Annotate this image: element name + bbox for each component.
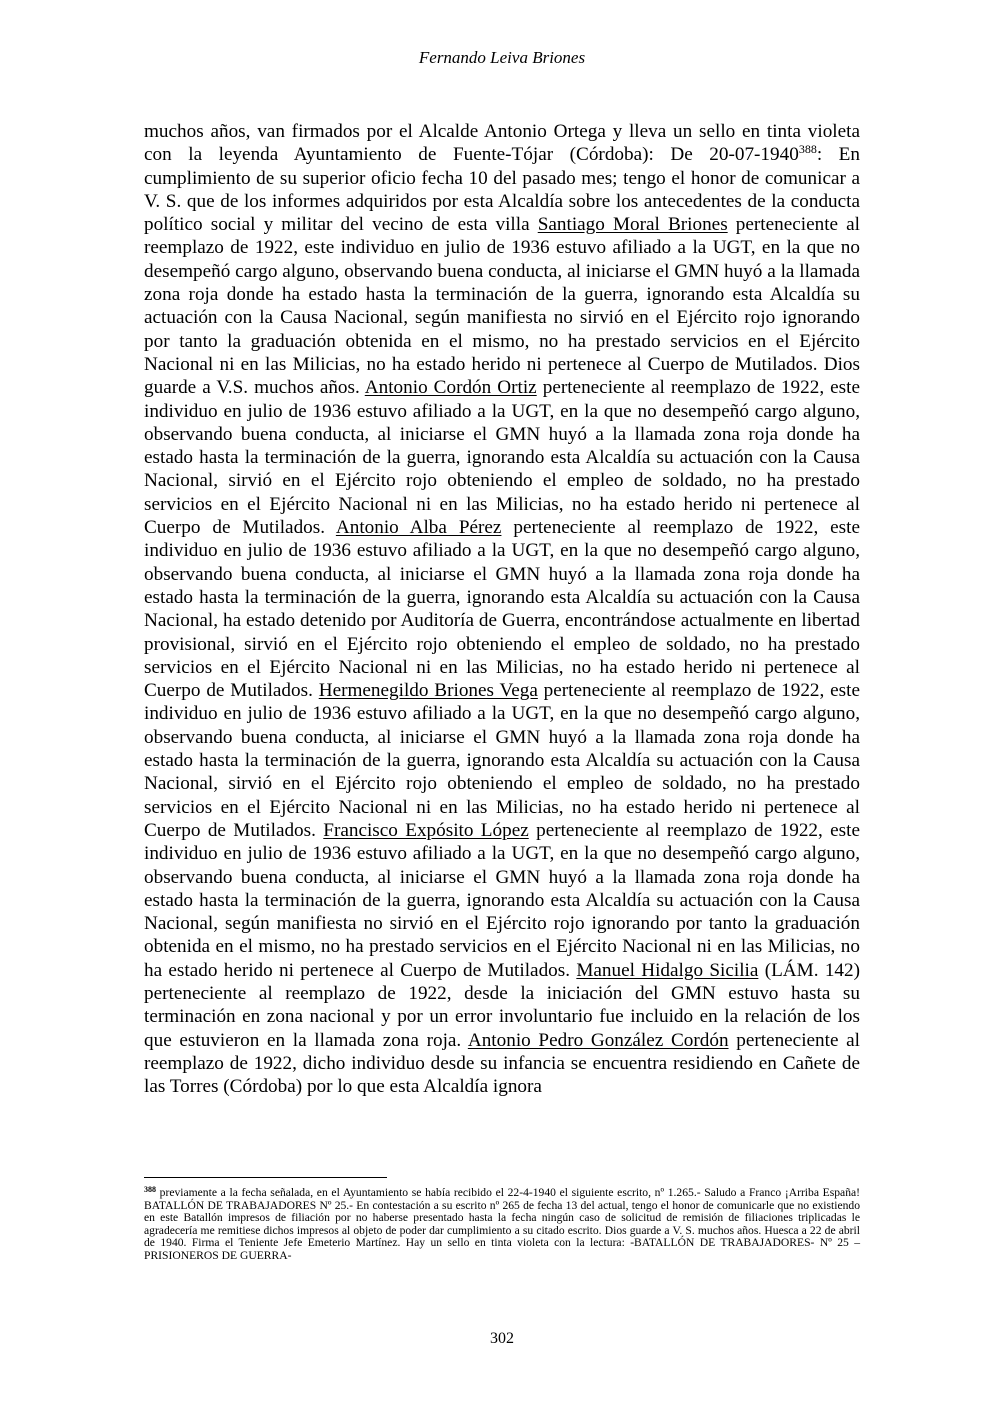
footnote [144,1187,860,1263]
body-text-segment: perteneciente al reemplazo de 1922, este individuo en julio de 1936 estuvo afiliado a la UGT, en la que no desempeñó cargo alguno, observando buena conducta, al iniciarse el GMN huyó a la llamada zona roja donde ha estado hasta la terminación de la guerra, ignorando esta Alcaldía su actuación con la Causa Nacional, sirvió en el Ejército rojo obteniendo el empleo de soldado, no ha prestado servicios en el Ejército Nacional ni en las Milicias, no ha estado herido ni pertenece al Cuerpo de Mutilados. [144,680,860,841]
person-name: Antonio Pedro González Cordón [467,1029,729,1051]
body-text-segment: perteneciente al reemplazo de 1922, este individuo en julio de 1936 estuvo afiliado a la UGT, en la que no desempeñó cargo alguno, observando buena conducta, al iniciarse el GMN huyó a la llamada zona roja donde ha estado hasta la terminación de la guerra, ignorando esta Alcaldía su actuación con la Causa Nacional, según manifiesta no sirvió en el Ejército rojo ignorando por tanto la graduación obtenida en el mismo, no ha prestado servicios en el Ejército Nacional ni en las Milicias, no ha estado herido ni pertenece al Cuerpo de Mutilados. Dios guarde a V.S. muchos años. [144,214,860,399]
person-name: Manuel Hidalgo Sicilia [576,959,759,981]
footnote-separator [144,1177,387,1178]
footnote-reference[interactable]: 388 [798,142,817,157]
page-number: 302 [490,1330,514,1347]
footnote-text: previamente a la fecha señalada, en el Ayuntamiento se había recibido el 22-4-1940 el siguiente escrito, nº 1.265.- Saludo a Franco ¡Arriba España! BATALLÓN DE TRABAJADORES Nº 25.- En contestación a su escrito nº 265 de fecha 13 del actual, tengo el honor de comunicarle que no existiendo en este Batallón impresos de filiación por no haberse presentado hasta la fecha ningún caso de solicitud de remisión de filiaciones triplicadas le agradecería me remitiese dichos impresos al objeto de poder dar cumplimiento a su citado escrito. Dios guarde a V. S. muchos años. Huesca a 22 de abril de 1940. Firma el Teniente Jefe Emeterio Martínez. Hay un sello en tinta violeta con la lectura: -BATALLÓN DE TRABAJADORES- Nº 25 –PRISIONEROS DE GUERRA- [144,1186,860,1262]
person-name: Hermenegildo Briones Vega [318,680,538,702]
body-text-segment: perteneciente al reemplazo de 1922, este individuo en julio de 1936 estuvo afiliado a la UGT, en la que no desempeñó cargo alguno, observando buena conducta, al iniciarse el GMN huyó a la llamada zona roja donde ha estado hasta la terminación de la guerra, ignorando esta Alcaldía su actuación con la Causa Nacional, según manifiesta no sirvió en el Ejército rojo ignorando por tanto la graduación obtenida en el mismo, no ha prestado servicios en el Ejército Nacional ni en las Milicias, no ha estado herido ni pertenece al Cuerpo de Mutilados. [144,819,860,981]
person-name: Santiago Moral Briones [537,214,728,236]
body-paragraph [144,120,860,1098]
footnote-number: 388 [144,1185,156,1194]
body-text-segment: perteneciente al reemplazo de 1922, dicho individuo desde su infancia se encuentra residiendo en Cañete de las Torres (Córdoba) por lo que esta Alcaldía ignora [144,1029,861,1098]
running-header: Fernando Leiva Briones [418,48,586,67]
body-text-segment: (LÁM. 142) perteneciente al reemplazo de 1922, desde la iniciación del GMN estuvo hasta su terminación en zona nacional y por un error involuntario fue incluido en la relación de los que estuvieron en la llamada zona roja. [144,959,860,1051]
body-text-segment: perteneciente al reemplazo de 1922, este individuo en julio de 1936 estuvo afiliado a la UGT, en la que no desempeñó cargo alguno, observando buena conducta, al iniciarse el GMN huyó a la llamada zona roja donde ha estado hasta la terminación de la guerra, ignorando esta Alcaldía su actuación con la Causa Nacional, sirvió en el Ejército rojo obteniendo el empleo de soldado, no ha prestado servicios en el Ejército Nacional ni en las Milicias, no ha estado herido ni pertenece al Cuerpo de Mutilados. [144,377,860,539]
person-name: Antonio Alba Pérez [335,517,502,539]
body-text-segment: muchos años, van firmados por el Alcalde Antonio Ortega y lleva un sello en tinta violeta con la leyenda Ayuntamiento de Fuente-Tójar (Córdoba): De 20-07-1940 [144,121,860,166]
person-name: Antonio Cordón Ortiz [364,377,537,399]
body-text-segment: perteneciente al reemplazo de 1922, este individuo en julio de 1936 estuvo afiliado a la UGT, en la que no desempeñó cargo alguno, observando buena conducta, al iniciarse el GMN huyó a la llamada zona roja donde ha estado hasta la terminación de la guerra, ignorando esta Alcaldía su actuación con la Causa Nacional, ha estado detenido por Auditoría de Guerra, encontrándose actualmente en libertad provisional, sirvió en el Ejército rojo obteniendo el empleo de soldado, no ha prestado servicios en el Ejército Nacional ni en las Milicias, no ha estado herido ni pertenece al Cuerpo de Mutilados. [144,517,860,702]
body-text-segment: : En cumplimiento de su superior oficio fecha 10 del pasado mes; tengo el honor de comunicar a V. S. que de los informes adquiridos por esta Alcaldía sobre los antecedentes de la conducta político social y militar del vecino de esta villa [144,144,860,236]
person-name: Francisco Expósito López [323,819,529,841]
